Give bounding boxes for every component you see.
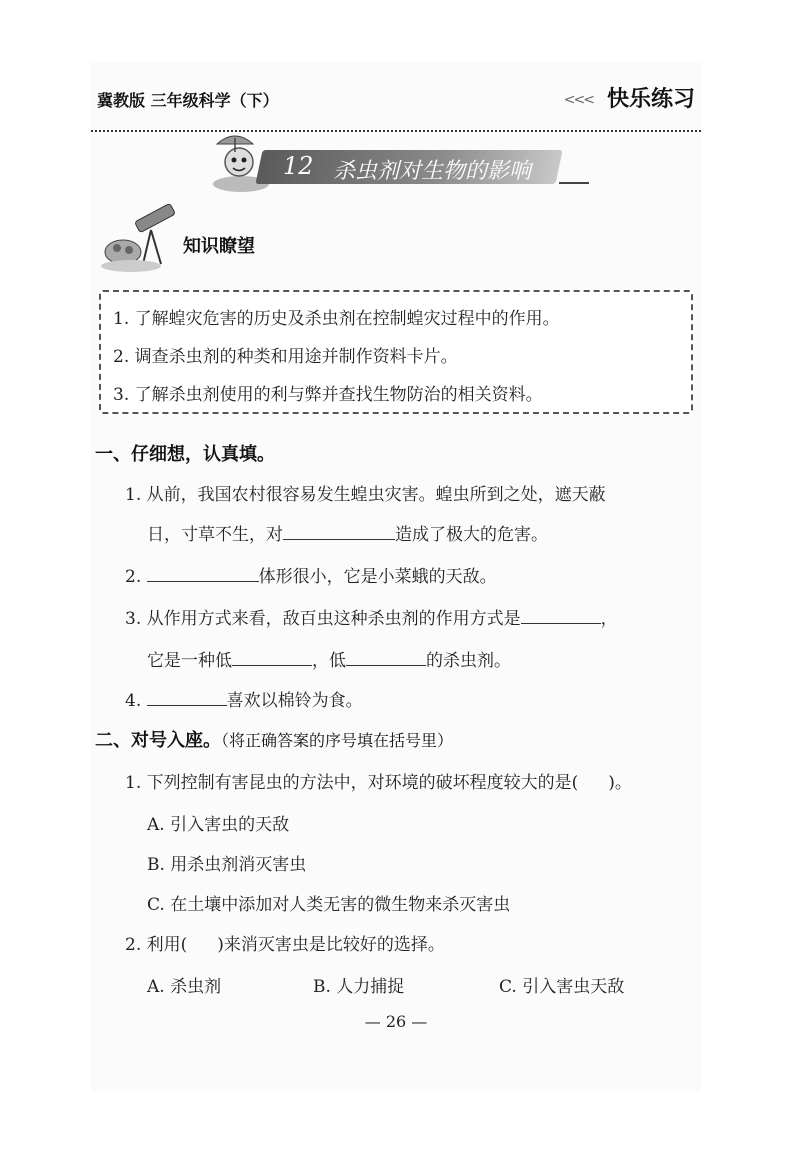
answer-blank[interactable] xyxy=(283,523,395,540)
section-fill-in-title: 一、仔细想，认真填。 xyxy=(95,444,275,465)
question-text: 日，寸草不生，对 xyxy=(147,525,283,545)
question-text: )。 xyxy=(608,773,632,793)
lesson-banner xyxy=(209,130,609,194)
option-b: B. 用杀虫剂消灭害虫 xyxy=(147,855,307,875)
question-number: 2. xyxy=(125,567,142,587)
question-text: 造成了极大的危害。 xyxy=(395,525,548,545)
book-edition-label: 冀教版 三年级科学（下） xyxy=(97,91,279,110)
question-4 xyxy=(125,686,363,711)
answer-blank[interactable] xyxy=(232,649,312,666)
section-choice-title xyxy=(95,726,453,752)
page-header xyxy=(91,82,701,116)
question-text: 3. 从作用方式来看，敌百虫这种杀虫剂的作用方式是 xyxy=(125,609,521,629)
question-text: 它是一种低 xyxy=(147,651,232,671)
option-b: B. 人力捕捉 xyxy=(313,977,405,997)
knowledge-title: 知识瞭望 xyxy=(183,236,255,257)
question-2 xyxy=(125,562,497,587)
answer-blank[interactable] xyxy=(346,649,426,666)
goal-item: 3. 了解杀虫剂使用的利与弊并查找生物防治的相关资料。 xyxy=(113,385,543,405)
option-a: A. 杀虫剂 xyxy=(147,977,222,997)
title-underline xyxy=(559,182,589,184)
question-text: 1. 下列控制有害昆虫的方法中，对环境的破坏程度较大的是( xyxy=(125,773,579,793)
option-a: A. 引入害虫的天敌 xyxy=(147,815,290,835)
question-text: 体形很小，它是小菜蛾的天敌。 xyxy=(258,567,497,587)
question-text: 的杀虫剂。 xyxy=(426,651,511,671)
question-text: )来消灭害虫是比较好的选择。 xyxy=(217,935,445,955)
question-3-line-1 xyxy=(125,604,618,629)
question-text: ，低 xyxy=(312,651,346,671)
learning-goals-box xyxy=(99,290,693,414)
goal-item: 1. 了解蝗灾危害的历史及杀虫剂在控制蝗灾过程中的作用。 xyxy=(113,309,560,329)
question-text: 2. 利用( xyxy=(125,935,188,955)
question-3-line-2 xyxy=(147,646,511,671)
lesson-title: 杀虫剂对生物的影响 xyxy=(333,159,532,184)
option-c: C. 在土壤中添加对人类无害的微生物来杀灭害虫 xyxy=(147,895,511,915)
series-title: 快乐练习 xyxy=(606,87,695,112)
lesson-number: 12 xyxy=(283,152,314,180)
telescope-icon xyxy=(101,202,181,274)
answer-blank[interactable] xyxy=(147,689,227,706)
question-number: 4. xyxy=(125,691,142,711)
workbook-page xyxy=(91,62,701,1092)
section-heading: 二、对号入座。 xyxy=(95,730,221,751)
option-c: C. 引入害虫天敌 xyxy=(499,977,625,997)
choice-question-1 xyxy=(125,768,632,793)
goal-item: 2. 调查杀虫剂的种类和用途并制作资料卡片。 xyxy=(113,347,458,367)
arrows-decoration: <<< xyxy=(563,92,593,108)
section-instruction: （将正确答案的序号填在括号里） xyxy=(221,731,454,750)
answer-blank[interactable] xyxy=(147,565,259,582)
question-text: ， xyxy=(600,609,618,629)
knowledge-badge xyxy=(101,202,301,274)
answer-blank[interactable] xyxy=(521,607,601,624)
question-1-line-1: 1. 从前，我国农村很容易发生蝗虫灾害。蝗虫所到之处，遮天蔽 xyxy=(125,485,606,505)
question-text: 喜欢以棉铃为食。 xyxy=(226,691,363,711)
page-number: — 26 — xyxy=(364,1012,428,1031)
choice-question-2 xyxy=(125,930,445,955)
question-1-line-2 xyxy=(147,520,548,545)
